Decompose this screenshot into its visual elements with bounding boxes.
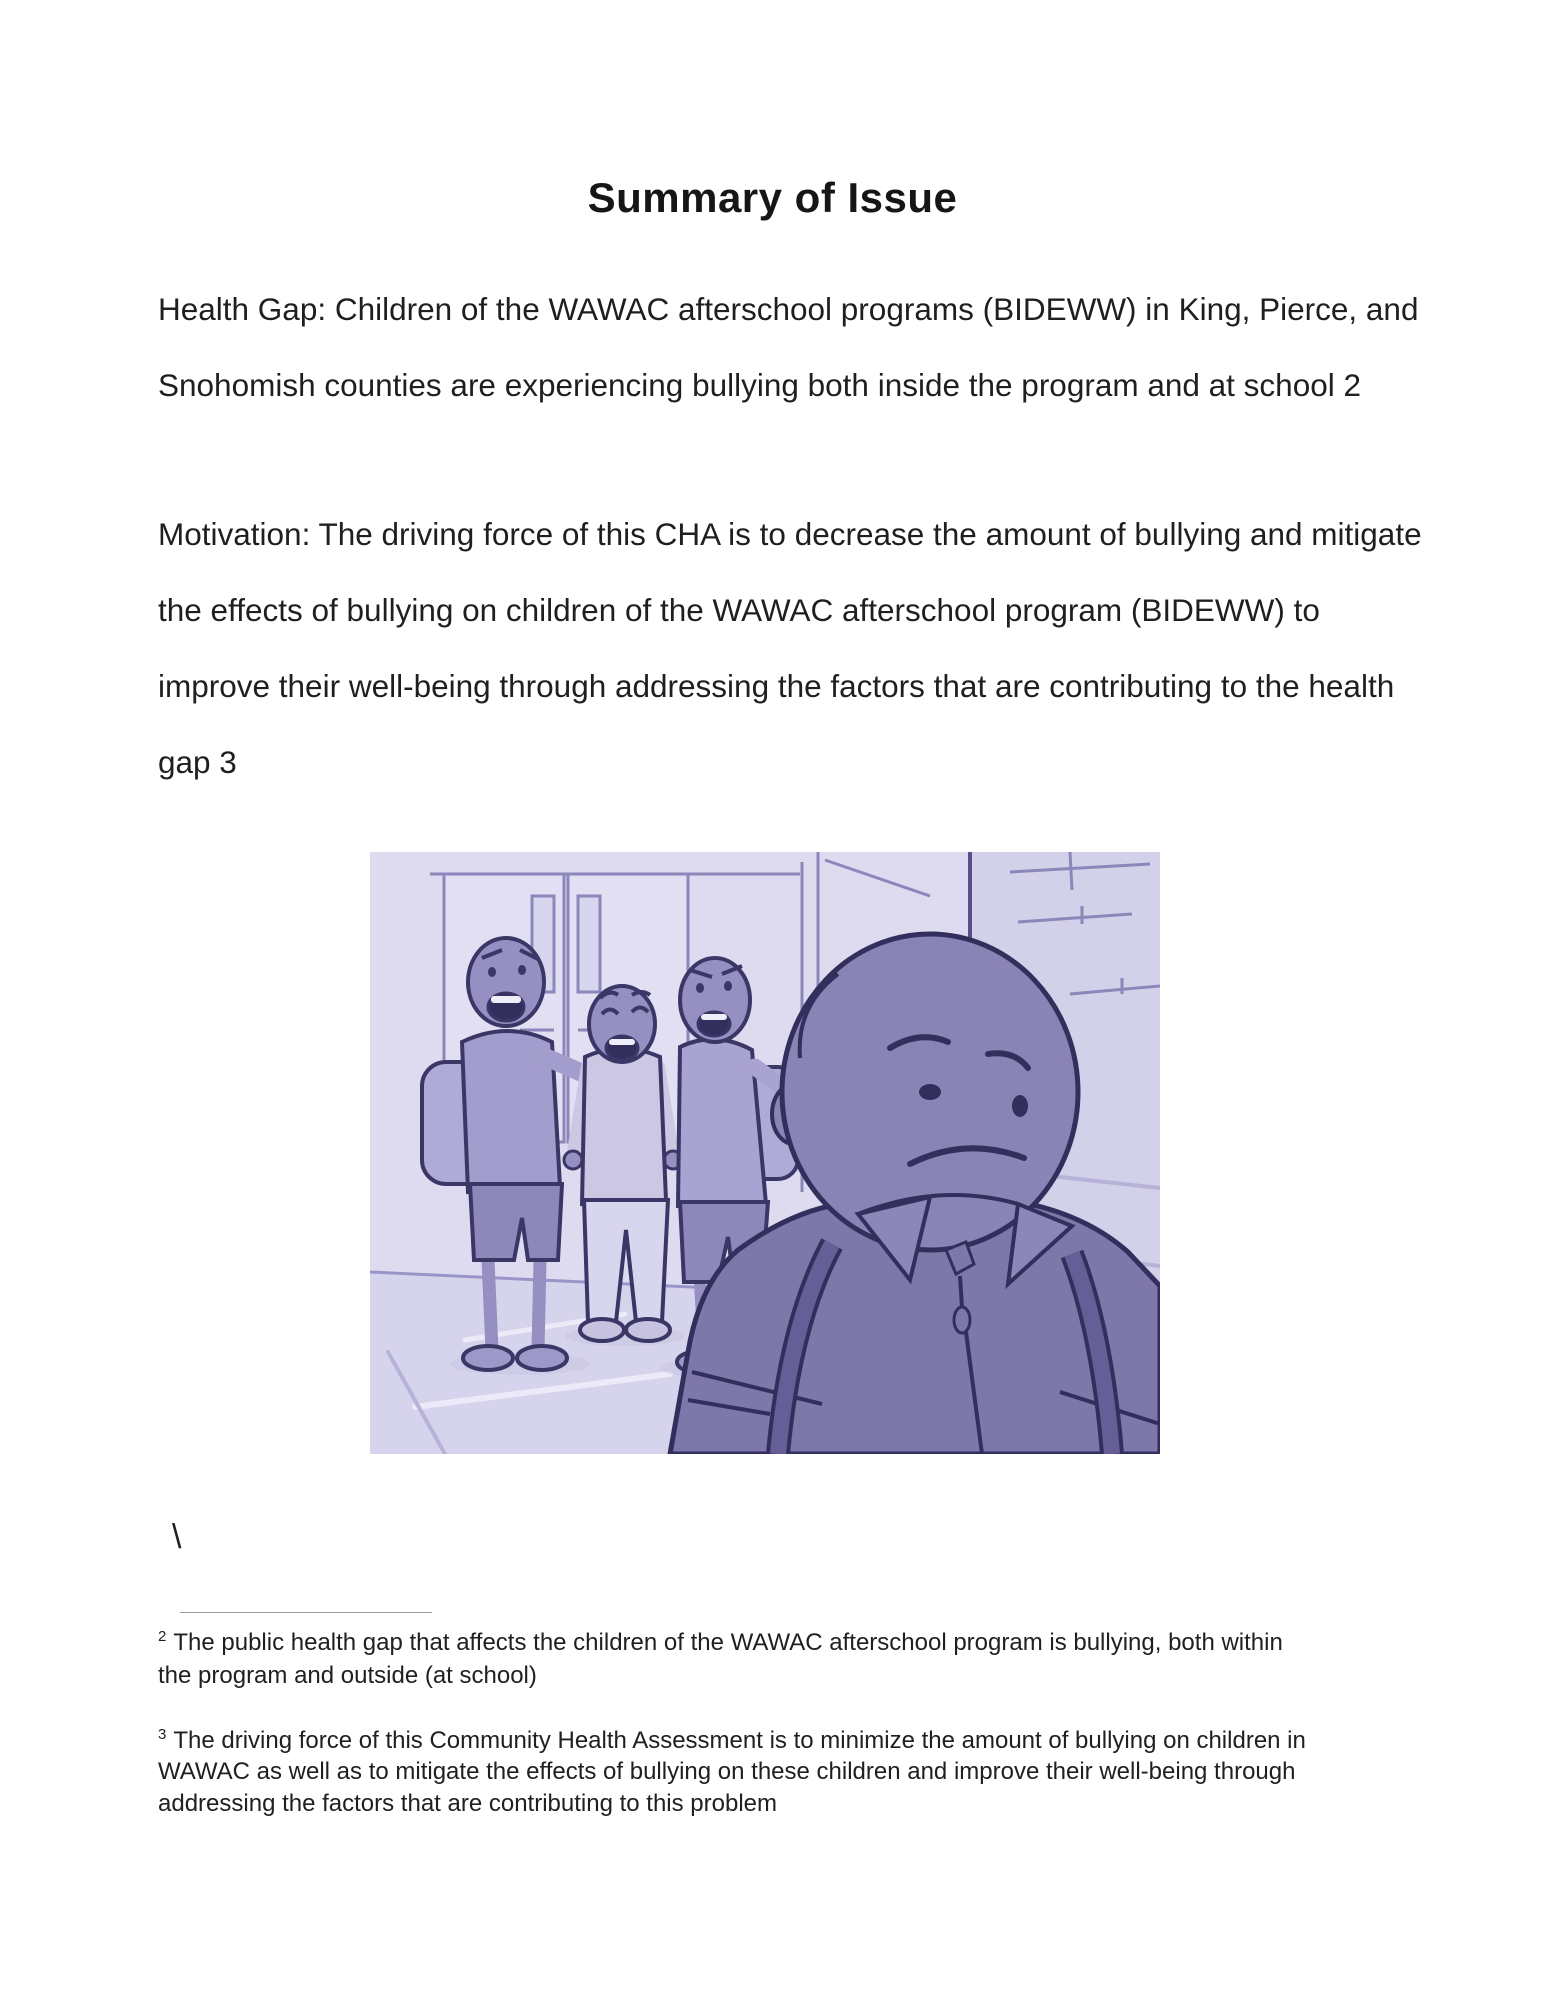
paragraph-health-gap-line-2: Snohomish counties are experiencing bullying both inside the program and at school 2 xyxy=(158,367,1361,403)
footnote-separator xyxy=(180,1612,432,1613)
paragraph-motivation-line-1: Motivation: The driving force of this CHA is to decrease the amount of bullying and mitigate xyxy=(158,516,1422,552)
footnote-2-text: The public health gap that affects the children of the WAWAC afterschool program is bullying, both within xyxy=(173,1629,1283,1656)
footnote-3-line-1 xyxy=(158,1726,1306,1755)
footnote-2-line-2: the program and outside (at school) xyxy=(158,1662,537,1689)
paragraph-motivation-line-3: improve their well-being through addressing the factors that are contributing to the health xyxy=(158,668,1395,704)
paragraph-health-gap-line-1: Health Gap: Children of the WAWAC afterschool programs (BIDEWW) in King, Pierce, and xyxy=(158,291,1419,327)
stray-backslash-text: \ xyxy=(172,1518,182,1556)
paragraph-motivation-line-4: gap 3 xyxy=(158,744,237,780)
bullying-illustration-svg xyxy=(370,852,1160,1454)
footnote-3-line-3: addressing the factors that are contributing to this problem xyxy=(158,1790,778,1817)
footnote-3-line-2: WAWAC as well as to mitigate the effects of bullying on these children and improve their well-being through xyxy=(158,1758,1296,1785)
footnote-3-text: The driving force of this Community Health Assessment is to minimize the amount of bullying on children in xyxy=(173,1727,1306,1754)
footnote-2-marker: 2 xyxy=(158,1628,167,1645)
paragraph-motivation-line-2: the effects of bullying on children of the WAWAC afterschool program (BIDEWW) to xyxy=(158,592,1320,628)
page-title: Summary of Issue xyxy=(587,174,958,221)
footnote-3-marker: 3 xyxy=(158,1726,167,1743)
footnote-2-line-1 xyxy=(158,1628,1283,1657)
bullying-illustration xyxy=(370,852,1160,1454)
